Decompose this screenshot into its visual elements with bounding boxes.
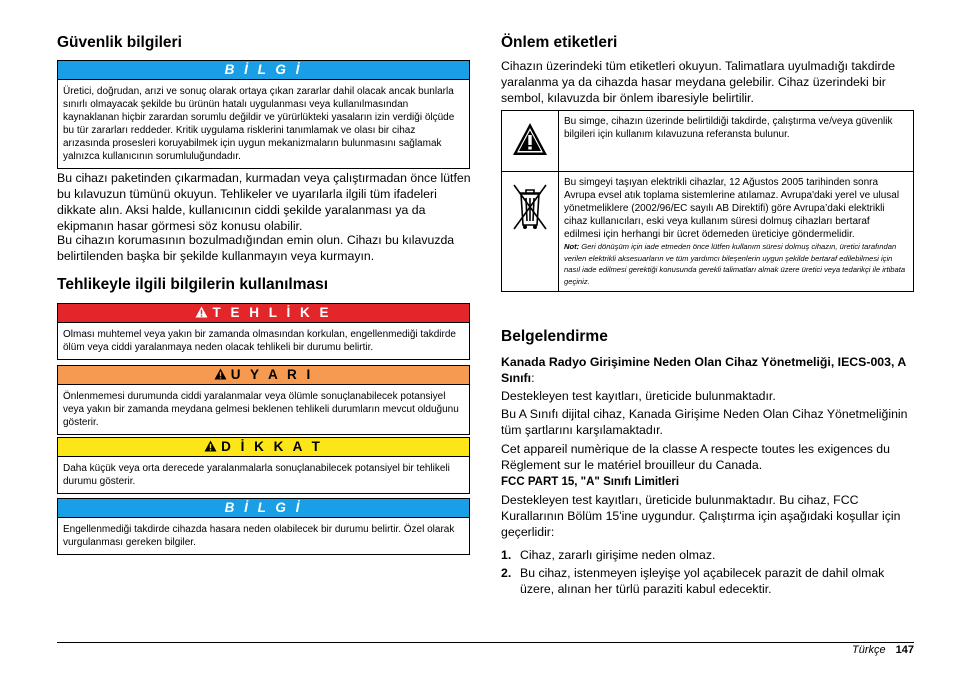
- fcc-title: FCC PART 15, "A" Sınıfı Limitleri: [501, 476, 680, 488]
- info-notice-header: B İ L G İ: [58, 499, 469, 518]
- info-notice-2: [57, 498, 470, 555]
- canada-paragraph-3: Cet appareil numèrique de la classe A respecte toutes les exigences du Rëglement sur le matériel brouilleur du Canada.: [501, 442, 890, 472]
- warning-notice-header: [58, 366, 469, 385]
- caution-notice-text: Daha küçük veya orta derecede yaralanmalarla sonuçlanabilecek potansiyel bir tehlikeli durumu gösterir.: [63, 463, 450, 487]
- footer-language: Türkçe: [852, 644, 886, 656]
- caution-notice-header: [58, 438, 469, 457]
- warning-notice: [57, 365, 470, 435]
- danger-label: T E H L İ K E: [212, 305, 332, 320]
- note-label: Not:: [564, 242, 580, 251]
- intro-paragraph-1: Bu cihazı paketinden çıkarmadan, kurmadan veya çalıştırmadan önce lütfen bu kılavuzun tümünü okuyun. Tehlikeler ve uyarılarla ilgili tüm ifadeleri dikkate alın. Aksi halde, kullanıcının ciddi şekilde yaralanması ya da ekipmanın hasar görmesi söz konusu olabilir.: [57, 171, 471, 233]
- page-footer: [852, 644, 914, 656]
- canada-title-text: Kanada Radyo Girişimine Neden Olan Cihaz Yönetmeliği, IECS-003, A Sınıfı: [501, 355, 906, 385]
- list-item: [501, 565, 914, 597]
- symbol-cell: [502, 111, 559, 172]
- canada-title: [501, 354, 914, 386]
- list-item-text: Cihaz, zararlı girişime neden olmaz.: [520, 548, 716, 562]
- page-number: 147: [895, 644, 914, 656]
- warning-triangle-icon: [204, 440, 217, 452]
- footer-divider: [57, 642, 914, 643]
- canada-paragraph-2: Bu A Sınıfı dijital cihaz, Kanada Girişime Neden Olan Cihaz Yönetmeliğinin tüm şartlarını karşılamaktadır.: [501, 407, 908, 437]
- weee-note: [564, 241, 908, 287]
- symbol-cell: [502, 172, 559, 292]
- table-row: [502, 111, 914, 172]
- danger-notice-header: [58, 304, 469, 323]
- safety-heading: Güvenlik bilgileri: [57, 34, 182, 51]
- labels-heading: Önlem etiketleri: [501, 34, 618, 51]
- labels-paragraph: Cihazın üzerindeki tüm etiketleri okuyun. Talimatlara uyulmadığı takdirde yaralanma ya da cihazda hasar meydana gelebilir. Cihaz üzerindeki bir sembol, kılavuzda bir önlem ibaresiyle belirtilir.: [501, 59, 896, 105]
- warning-label: U Y A R I: [230, 367, 314, 382]
- intro-paragraph-2: Bu cihazın korumasının bozulmadığından emin olun. Cihazı bu kılavuzda belirtilenden başka bir şekilde kullanmayın veya kurmayın.: [57, 233, 455, 263]
- weee-text: Bu simgeyi taşıyan elektrikli cihazlar, 12 Ağustos 2005 tarihinden sonra Avrupa evsel atık toplama sistemlerine atılamaz. Avrupa'daki yerel ve ulusal yönetmeliklere (2002/96/EC sayılı AB Direktifi) göre Avrupa’daki elektrikli cihaz kullanıcıları, eski veya kullanım süresi dolmuş cihazları bertaraf edilmesi için herhangi bir ücret ödemeden üreticiye göndermelidir.: [564, 177, 900, 240]
- list-item: [501, 547, 914, 563]
- warning-triangle-icon: [512, 122, 548, 156]
- info-notice-1: [57, 60, 470, 169]
- table-row: [502, 172, 914, 292]
- fcc-paragraph: Destekleyen test kayıtları, üreticide bulunmaktadır. Bu cihaz, FCC Kurallarının Bölüm 15'ine uygundur. Çalıştırma için aşağıdaki koşullar için geçerlidir:: [501, 493, 901, 539]
- canada-title-colon: :: [531, 371, 535, 385]
- warning-triangle-icon: [214, 368, 227, 380]
- info-notice-text: Engellenmediği takdirde cihazda hasara neden olabilecek bir durumu belirtir. Özel olarak vurgulanması gereken bilgiler.: [63, 524, 455, 548]
- crossed-bin-icon: [511, 181, 549, 233]
- symbol-description: Bu simge, cihazın üzerinde belirtildiği takdirde, çalıştırma ve/veya güvenlik bilgileri için kullanım kılavuzuna referansta bulunur.: [559, 111, 914, 172]
- caution-label: D İ K K A T: [221, 439, 323, 454]
- danger-notice: [57, 303, 470, 360]
- fcc-conditions-list: [501, 547, 914, 599]
- hazard-heading: Tehlikeyle ilgili bilgilerin kullanılması: [57, 276, 329, 293]
- symbols-table: [501, 110, 914, 292]
- note-text: Geri dönüşüm için iade etmeden önce lütfen kullanım süresi dolmuş cihazın, üretici tarafından verilen elektrikli aksesuarların ve tüm yardımcı bileşenlerin uygun şekilde bertaraf edilebilmesi için nasıl iade edilmesi gerektiği konusunda gerekli talimatları almak üzere üretici veya tedarikçi ile irtibata geçiniz.: [564, 242, 906, 286]
- caution-notice: [57, 437, 470, 494]
- canada-paragraph-1: Destekleyen test kayıtları, üreticide bulunmaktadır.: [501, 389, 776, 403]
- certification-heading: Belgelendirme: [501, 328, 608, 345]
- list-item-number: 2.: [501, 566, 512, 580]
- symbol-description: [559, 172, 914, 292]
- warning-triangle-icon: [195, 306, 208, 318]
- list-item-number: 1.: [501, 548, 512, 562]
- danger-notice-text: Olması muhtemel veya yakın bir zamanda olmasından korkulan, engellenmediği takdirde ölüm veya ciddi yaralanmaya neden olacak tehlikeli bir durumu belirtir.: [63, 329, 456, 353]
- info-notice-text: Üretici, doğrudan, arızi ve sonuç olarak ortaya çıkan zararlar dahil olacak ancak bunlarla sınırlı olmayacak şekilde bu ürünün hatalı uygulanması veya kullanılmasından kaynaklanan hiçbir zarardan sorumlu değildir ve yürürlükteki yasaların izin verdiği ölçüde bu tür zararları reddeder. Kritik uygulama risklerini tanımlamak ve olası bir cihaz arızasında prosesleri koruyabilmek için uygun mekanizmaların bulunmasını sağlamak yalnızca kullanıcının sorumluluğundadır.: [63, 86, 455, 162]
- info-notice-header: B İ L G İ: [58, 61, 469, 80]
- list-item-text: Bu cihaz, istenmeyen işleyişe yol açabilecek parazit de dahil olmak üzere, alınan her türlü paraziti kabul edecektir.: [520, 566, 885, 596]
- warning-notice-text: Önlenmemesi durumunda ciddi yaralanmalar veya ölümle sonuçlanabilecek potansiyel veya yakın bir zamanda meydana gelmesi beklenen tehlikeli durumların mevcut olduğunu gösterir.: [63, 391, 459, 428]
